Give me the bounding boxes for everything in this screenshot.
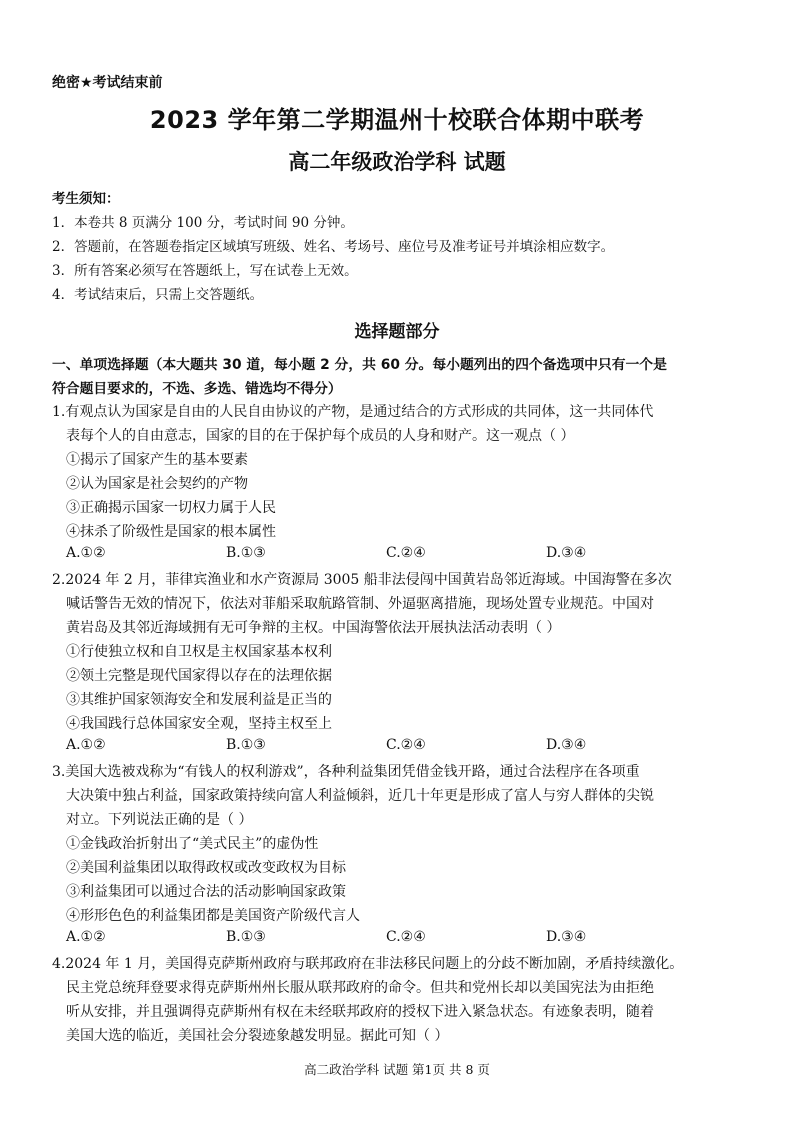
notice-heading: 考生须知： — [52, 191, 120, 207]
notice-item: 1．本卷共 8 页满分 100 分，考试时间 90 分钟。 — [52, 215, 354, 231]
question-4-stem: 4.2024 年 1 月，美国得克萨斯州政府与联邦政府在非法移民问题上的分歧不断加剧，矛盾持续激化。 — [52, 956, 684, 972]
question-2-option-a: A.①② — [66, 737, 106, 753]
question-3-item: ③利益集团可以通过合法的活动影响国家政策 — [66, 884, 346, 900]
part-heading-line: 符合题目要求的，不选、多选、错选均不得分） — [52, 381, 342, 397]
question-4-stem: 美国大选的临近，美国社会分裂迹象越发明显。据此可知（ ） — [66, 1028, 449, 1044]
question-2-stem: 2.2024 年 2 月，菲律宾渔业和水产资源局 3005 船非法侵闯中国黄岩岛邻近海域。中国海警在多次 — [52, 572, 672, 588]
question-1-stem: 1.有观点认为国家是自由的人民自由协议的产物，是通过结合的方式形成的共同体，这一共同体代 — [52, 404, 654, 420]
question-1-item: ④抹杀了阶级性是国家的根本属性 — [66, 524, 276, 540]
question-2-item: ④我国践行总体国家安全观，坚持主权至上 — [66, 716, 332, 732]
page-footer: 高二政治学科 试题 第1页 共 8 页 — [304, 1062, 490, 1077]
question-1-stem: 表每个人的自由意志，国家的目的在于保护每个成员的人身和财产。这一观点（ ） — [66, 428, 575, 444]
question-3-stem: 大决策中独占利益，国家政策持续向富人利益倾斜，近几十年更是形成了富人与穷人群体的尖锐 — [66, 788, 654, 804]
question-1-item: ③正确揭示国家一切权力属于人民 — [66, 500, 276, 516]
question-2-option-b: B.①③ — [226, 737, 266, 753]
question-3-option-a: A.①② — [66, 929, 106, 945]
question-4-stem: 民主党总统拜登要求得克萨斯州州长服从联邦政府的命令。但共和党州长却以美国宪法为由拒绝 — [66, 980, 654, 996]
part-heading-line: 一、单项选择题（本大题共 30 道，每小题 2 分，共 60 分。每小题列出的四个备选项中只有一个是 — [52, 357, 667, 373]
question-2-stem: 喊话警告无效的情况下，依法对菲船采取航路管制、外逼驱离措施，现场处置专业规范。中国对 — [66, 596, 654, 612]
notice-item: 4．考试结束后，只需上交答题纸。 — [52, 287, 264, 303]
question-1-item: ①揭示了国家产生的基本要素 — [66, 452, 248, 468]
question-2-item: ①行使独立权和自卫权是主权国家基本权利 — [66, 644, 332, 660]
question-3-option-c: C.②④ — [386, 929, 426, 945]
question-3-option-b: B.①③ — [226, 929, 266, 945]
exam-title: 2023 学年第二学期温州十校联合体期中联考 — [149, 106, 645, 134]
question-1-option-d: D.③④ — [546, 545, 587, 561]
exam-subtitle: 高二年级政治学科 试题 — [288, 150, 506, 174]
question-1-item: ②认为国家是社会契约的产物 — [66, 476, 248, 492]
notice-item: 3．所有答案必须写在答题纸上，写在试卷上无效。 — [52, 263, 358, 279]
question-2-option-c: C.②④ — [386, 737, 426, 753]
confidential-mark: 绝密★考试结束前 — [52, 75, 163, 91]
section-title: 选择题部分 — [354, 322, 440, 342]
question-1-option-b: B.①③ — [226, 545, 266, 561]
question-3-item: ④形形色色的利益集团都是美国资产阶级代言人 — [66, 908, 360, 924]
notice-item: 2．答题前，在答题卷指定区域填写班级、姓名、考场号、座位号及准考证号并填涂相应数字。 — [52, 239, 615, 255]
question-3-option-d: D.③④ — [546, 929, 587, 945]
question-3-item: ②美国利益集团以取得政权或改变政权为目标 — [66, 860, 346, 876]
question-2-item: ③其维护国家领海安全和发展利益是正当的 — [66, 692, 332, 708]
question-1-option-c: C.②④ — [386, 545, 426, 561]
question-3-item: ①金钱政治折射出了“美式民主”的虚伪性 — [66, 836, 319, 852]
question-3-stem: 对立。下列说法正确的是（ ） — [66, 812, 253, 828]
question-3-stem: 3.美国大选被戏称为“有钱人的权利游戏”，各种利益集团凭借金钱开路，通过合法程序在各项重 — [52, 764, 640, 780]
question-4-stem: 听从安排，并且强调得克萨斯州有权在未经联邦政府的授权下进入紧急状态。有迹象表明，随着 — [66, 1004, 654, 1020]
question-2-item: ②领土完整是现代国家得以存在的法理依据 — [66, 668, 332, 684]
question-2-stem: 黄岩岛及其邻近海域拥有无可争辩的主权。中国海警依法开展执法活动表明（ ） — [66, 620, 561, 636]
question-2-option-d: D.③④ — [546, 737, 587, 753]
question-1-option-a: A.①② — [66, 545, 106, 561]
